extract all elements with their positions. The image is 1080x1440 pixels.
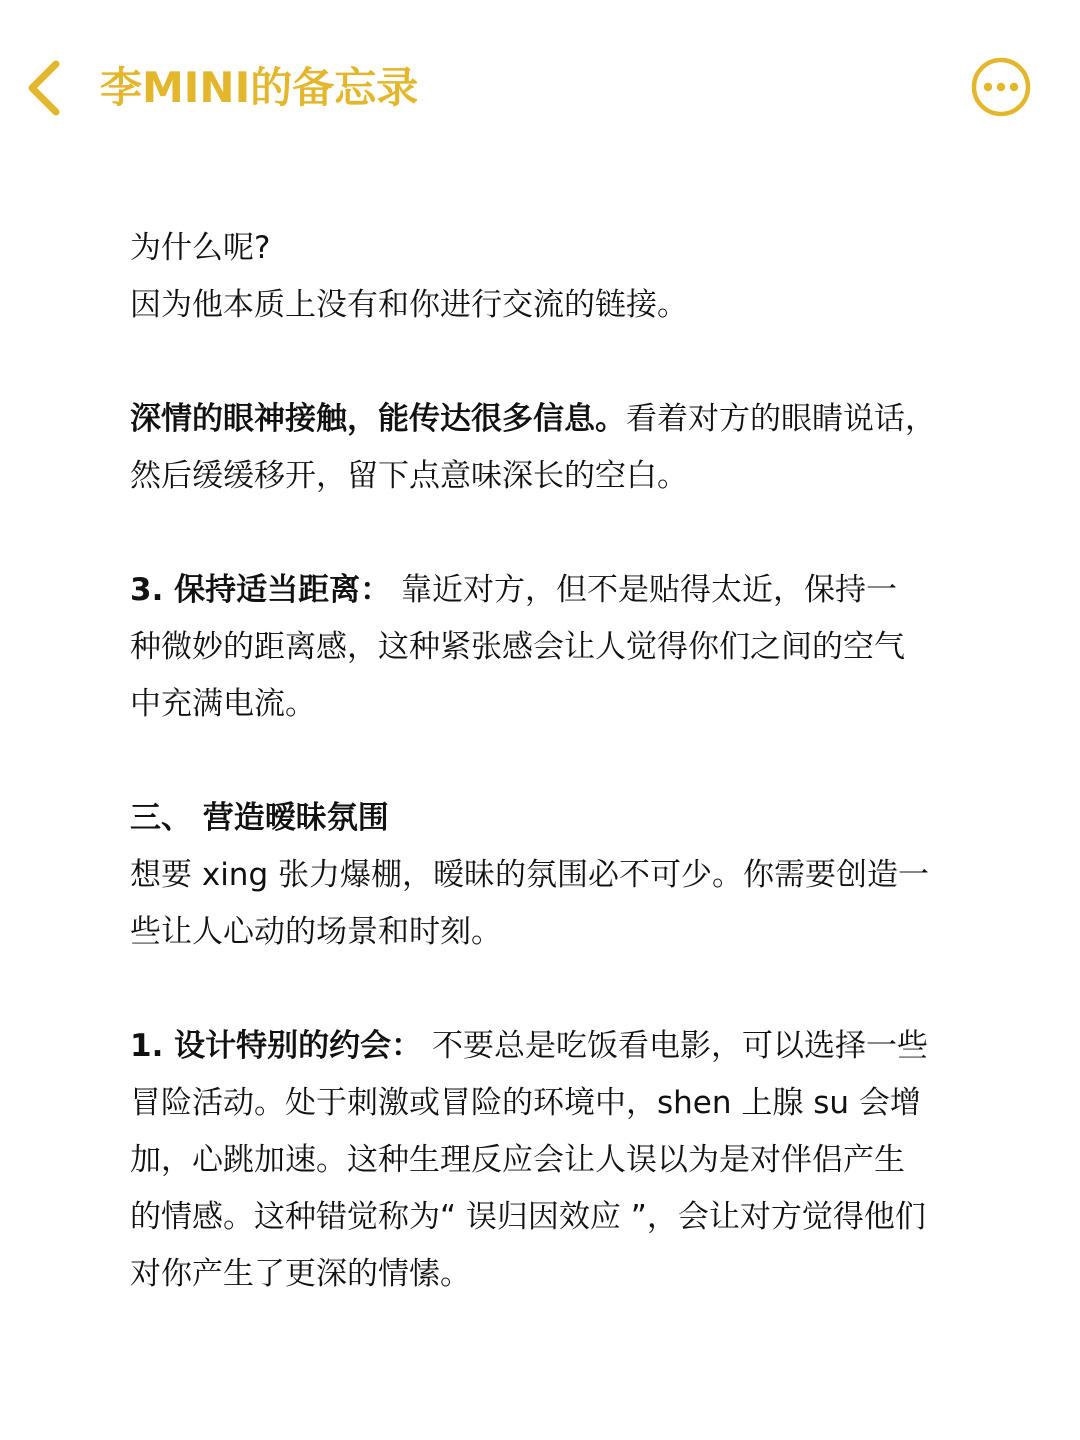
text-span: 看着对方的眼睛说话， <box>626 401 936 437</box>
bold-phrase: 1. 设计特别的约会： <box>130 1028 423 1064</box>
note-line: 中充满电流。 <box>130 686 316 722</box>
note-line: 然后缓缓移开，留下点意味深长的空白。 <box>130 458 688 494</box>
note-line: 为什么呢? <box>130 230 271 266</box>
note-line: 冒险活动。处于刺激或冒险的环境中，shen 上腺 su 会增 <box>130 1085 921 1121</box>
note-line: 种微妙的距离感，这种紧张感会让人觉得你们之间的空气 <box>130 629 905 665</box>
note-line: 因为他本质上没有和你进行交流的链接。 <box>130 287 688 323</box>
text-span: 靠近对方，但不是贴得太近，保持一 <box>391 572 897 608</box>
more-options-button[interactable] <box>970 56 1032 118</box>
note-body <box>130 220 990 1303</box>
text-span: 不要总是吃饭看电影，可以选择一些 <box>422 1028 928 1064</box>
note-line: 对你产生了更深的情愫。 <box>130 1256 471 1292</box>
back-button[interactable] <box>14 52 74 124</box>
bold-phrase: 3. 保持适当距离： <box>130 572 392 608</box>
note-line <box>130 1018 990 1075</box>
nav-header <box>0 0 1080 175</box>
page-title: 李MINI的备忘录 <box>100 63 419 112</box>
more-horizontal-icon <box>970 56 1032 118</box>
section-heading: 三、 营造暧昧氛围 <box>130 800 389 836</box>
note-line: 加，心跳加速。这种生理反应会让人误以为是对伴侣产生 <box>130 1142 905 1178</box>
note-line <box>130 391 990 448</box>
note-line: 些让人心动的场景和时刻。 <box>130 914 502 950</box>
note-line <box>130 562 990 619</box>
chevron-left-icon <box>24 58 64 118</box>
note-line: 想要 xing 张力爆棚，暧昧的氛围必不可少。你需要创造一 <box>130 857 929 893</box>
bold-phrase: 深情的眼神接触，能传达很多信息。 <box>130 401 626 437</box>
note-line: 的情感。这种错觉称为“ 误归因效应 ”，会让对方觉得他们 <box>130 1199 926 1235</box>
